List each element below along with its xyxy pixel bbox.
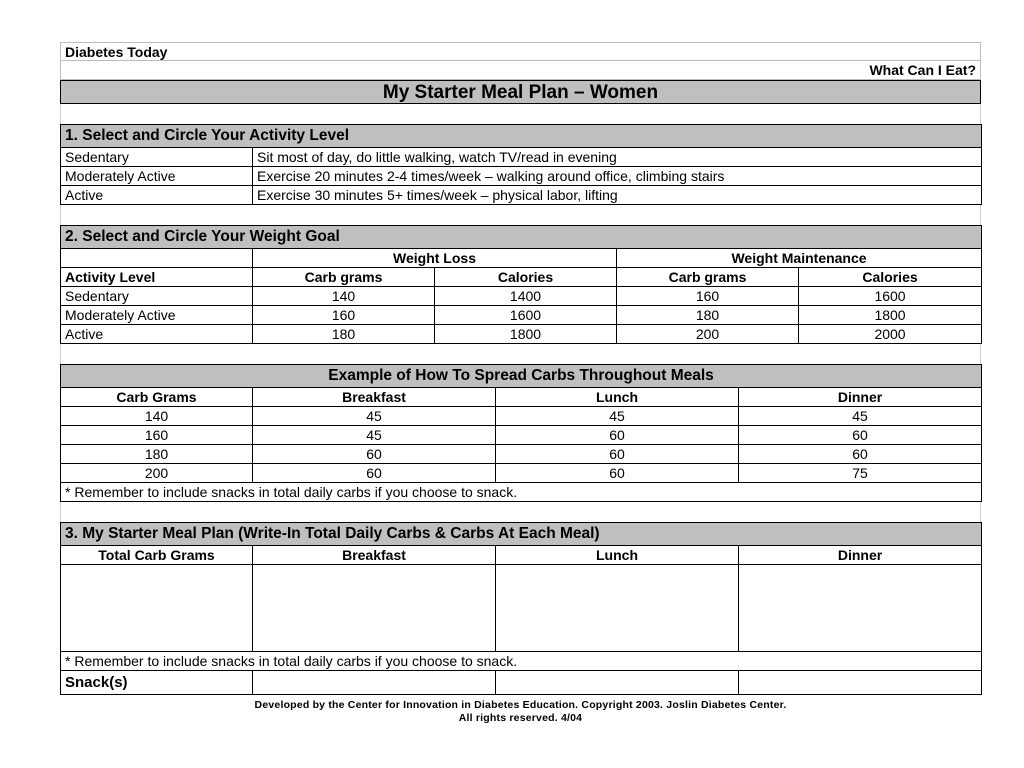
document-subtitle: What Can I Eat?	[60, 61, 981, 80]
spacer	[60, 502, 981, 522]
activity-row[interactable]	[61, 186, 982, 205]
footer	[60, 699, 981, 725]
example-row	[61, 407, 982, 426]
write-in-row	[61, 565, 982, 652]
activity-level-description: Exercise 30 minutes 5+ times/week – physical labor, lifting	[253, 186, 982, 205]
activity-level-name[interactable]: Active	[61, 186, 253, 205]
snacks-label: Snack(s)	[61, 671, 253, 695]
dinner-value: 75	[739, 464, 982, 483]
weight-loss-group-header: Weight Loss	[253, 249, 617, 268]
dinner-column-header: Dinner	[739, 546, 982, 565]
starter-meal-plan-table	[60, 522, 982, 695]
loss-calories-value[interactable]: 1600	[435, 306, 617, 325]
maint-carb-value[interactable]: 180	[617, 306, 799, 325]
lunch-snack-field[interactable]	[496, 671, 739, 695]
loss-calories-column-header: Calories	[435, 268, 617, 287]
activity-section-heading: 1. Select and Circle Your Activity Level	[61, 125, 982, 148]
spacer	[60, 344, 981, 364]
maint-calories-value[interactable]: 2000	[799, 325, 982, 344]
weight-goal-row	[61, 287, 982, 306]
lunch-value: 60	[496, 426, 739, 445]
total-carb-grams-column-header: Total Carb Grams	[61, 546, 253, 565]
breakfast-column-header: Breakfast	[253, 546, 496, 565]
breakfast-value: 60	[253, 464, 496, 483]
example-row	[61, 464, 982, 483]
lunch-column-header: Lunch	[496, 388, 739, 407]
activity-row[interactable]	[61, 148, 982, 167]
loss-calories-value[interactable]: 1800	[435, 325, 617, 344]
snack-reminder-note: * Remember to include snacks in total daily carbs if you choose to snack.	[61, 483, 982, 502]
activity-level-name: Sedentary	[61, 287, 253, 306]
dinner-snack-field[interactable]	[739, 671, 982, 695]
carb-grams-value: 140	[61, 407, 253, 426]
activity-level-name: Active	[61, 325, 253, 344]
breakfast-value: 45	[253, 426, 496, 445]
weight-goal-row	[61, 306, 982, 325]
lunch-value: 60	[496, 464, 739, 483]
activity-level-name[interactable]: Moderately Active	[61, 167, 253, 186]
dinner-value: 45	[739, 407, 982, 426]
dinner-write-in-field[interactable]	[739, 565, 982, 652]
snack-reminder-note: * Remember to include snacks in total daily carbs if you choose to snack.	[61, 652, 982, 671]
meal-plan-section-heading: 3. My Starter Meal Plan (Write-In Total Daily Carbs & Carbs At Each Meal)	[61, 523, 982, 546]
carb-grams-value: 200	[61, 464, 253, 483]
maint-carb-value[interactable]: 160	[617, 287, 799, 306]
example-row	[61, 445, 982, 464]
footer-rights-line: All rights reserved. 4/04	[458, 712, 583, 724]
weight-goal-section-heading: 2. Select and Circle Your Weight Goal	[61, 226, 982, 249]
lunch-column-header: Lunch	[496, 546, 739, 565]
activity-level-name: Moderately Active	[61, 306, 253, 325]
maint-carb-column-header: Carb grams	[617, 268, 799, 287]
empty-cell	[61, 249, 253, 268]
carb-spread-example-table	[60, 364, 982, 502]
maint-calories-column-header: Calories	[799, 268, 982, 287]
carb-grams-value: 160	[61, 426, 253, 445]
loss-carb-value[interactable]: 180	[253, 325, 435, 344]
loss-carb-value[interactable]: 140	[253, 287, 435, 306]
example-section-heading: Example of How To Spread Carbs Throughout Meals	[61, 365, 982, 388]
footer-copyright-line: Developed by the Center for Innovation in Diabetes Education. Copyright 2003. Joslin Diabetes Center.	[254, 699, 787, 711]
dinner-column-header: Dinner	[739, 388, 982, 407]
maint-calories-value[interactable]: 1600	[799, 287, 982, 306]
activity-level-description: Exercise 20 minutes 2-4 times/week – walking around office, climbing stairs	[253, 167, 982, 186]
weight-maintenance-group-header: Weight Maintenance	[617, 249, 982, 268]
activity-level-description: Sit most of day, do little walking, watch TV/read in evening	[253, 148, 982, 167]
breakfast-snack-field[interactable]	[253, 671, 496, 695]
weight-goal-row	[61, 325, 982, 344]
loss-carb-column-header: Carb grams	[253, 268, 435, 287]
activity-level-column-header: Activity Level	[61, 268, 253, 287]
breakfast-column-header: Breakfast	[253, 388, 496, 407]
breakfast-value: 60	[253, 445, 496, 464]
loss-carb-value[interactable]: 160	[253, 306, 435, 325]
lunch-value: 45	[496, 407, 739, 426]
weight-goal-table	[60, 225, 982, 344]
spacer	[60, 104, 981, 124]
dinner-value: 60	[739, 426, 982, 445]
lunch-value: 60	[496, 445, 739, 464]
snacks-row	[61, 671, 982, 695]
breakfast-write-in-field[interactable]	[253, 565, 496, 652]
carb-grams-value: 180	[61, 445, 253, 464]
carb-grams-column-header: Carb Grams	[61, 388, 253, 407]
spacer	[60, 205, 981, 225]
example-row	[61, 426, 982, 445]
loss-calories-value[interactable]: 1400	[435, 287, 617, 306]
activity-row[interactable]	[61, 167, 982, 186]
maint-calories-value[interactable]: 1800	[799, 306, 982, 325]
meal-plan-document	[60, 42, 981, 725]
publication-name: Diabetes Today	[60, 42, 981, 61]
lunch-write-in-field[interactable]	[496, 565, 739, 652]
maint-carb-value[interactable]: 200	[617, 325, 799, 344]
activity-level-table	[60, 124, 982, 205]
page-title: My Starter Meal Plan – Women	[60, 80, 981, 104]
activity-level-name[interactable]: Sedentary	[61, 148, 253, 167]
breakfast-value: 45	[253, 407, 496, 426]
dinner-value: 60	[739, 445, 982, 464]
total-carbs-write-in-field[interactable]	[61, 565, 253, 652]
